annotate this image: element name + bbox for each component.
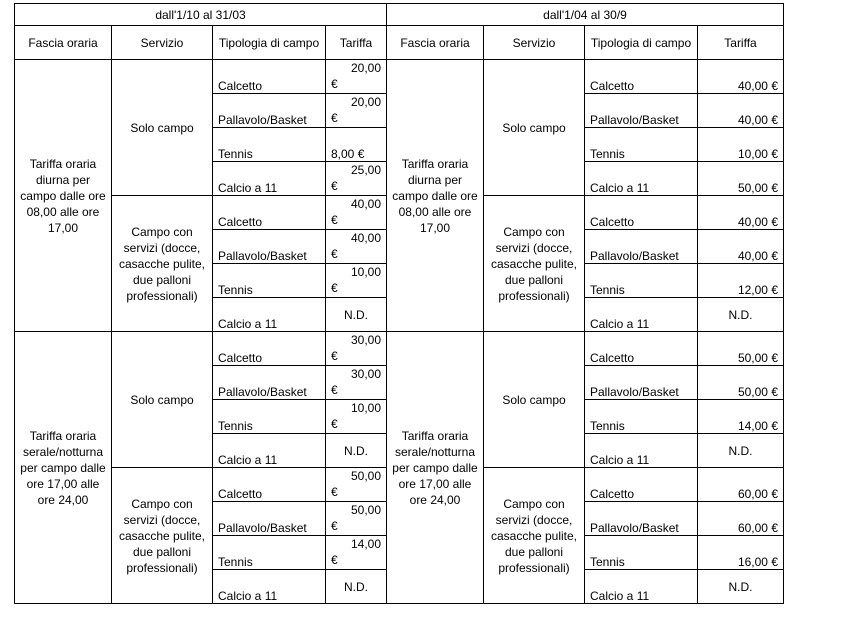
tariffa-summer-value: 16,00 €: [698, 536, 784, 570]
tipologia-campo-winter: Tennis: [213, 536, 326, 570]
tipologia-campo-winter: Calcetto: [213, 468, 326, 502]
fascia-oraria-winter: Tariffa oraria diurna per campo dalle ore 08,00 alle ore 17,00: [15, 60, 112, 332]
servizio-summer: Solo campo: [484, 60, 585, 196]
tariffa-summer-value: 10,00 €: [698, 128, 784, 162]
table-row: [15, 60, 784, 94]
tariffa-summer-value: 14,00 €: [698, 400, 784, 434]
tariffa-summer-value: N.D.: [698, 434, 784, 468]
tariffa-summer-value: 40,00 €: [698, 94, 784, 128]
tariffa-winter-value: [326, 502, 387, 536]
tariffa-summer-value: N.D.: [698, 298, 784, 332]
tariffa-winter-value: [326, 536, 387, 570]
tariffa-winter-value: N.D.: [326, 298, 387, 332]
tipologia-campo-winter: Tennis: [213, 128, 326, 162]
header-servizio-winter: Servizio: [112, 26, 213, 60]
tariffa-winter-value: [326, 162, 387, 196]
tariffa-amount: 14,00: [350, 537, 381, 551]
column-header-row: [15, 26, 784, 60]
tipologia-campo-summer: Tennis: [585, 400, 698, 434]
tariffa-amount: 30,00: [350, 367, 381, 381]
tipologia-campo-summer: Calcio a 11: [585, 162, 698, 196]
euro-sign: €: [331, 553, 338, 567]
header-servizio-summer: Servizio: [484, 26, 585, 60]
tariffa-amount: 25,00: [350, 163, 381, 177]
tariffa-summer-value: 40,00 €: [698, 196, 784, 230]
tariffa-summer-value: 50,00 €: [698, 332, 784, 366]
tipologia-campo-summer: Pallavolo/Basket: [585, 230, 698, 264]
header-tariffa-summer: Tariffa: [698, 26, 784, 60]
tipologia-campo-winter: Calcetto: [213, 60, 326, 94]
tipologia-campo-summer: Calcio a 11: [585, 298, 698, 332]
header-tipologia-winter: Tipologia di campo: [213, 26, 326, 60]
tipologia-campo-winter: Tennis: [213, 400, 326, 434]
fascia-oraria-winter: Tariffa oraria serale/notturna per campo dalle ore 17,00 alle ore 24,00: [15, 332, 112, 604]
tipologia-campo-summer: Calcetto: [585, 60, 698, 94]
tipologia-campo-winter: Calcetto: [213, 332, 326, 366]
tariffa-summer-value: 40,00 €: [698, 60, 784, 94]
tipologia-campo-winter: Pallavolo/Basket: [213, 502, 326, 536]
tariffa-amount: 40,00: [350, 197, 381, 211]
header-fascia-winter: Fascia oraria: [15, 26, 112, 60]
tipologia-campo-summer: Pallavolo/Basket: [585, 502, 698, 536]
tariffa-winter-value: 8,00 €: [326, 128, 387, 162]
euro-sign: €: [331, 519, 338, 533]
tariffa-amount: 40,00: [350, 231, 381, 245]
tariffa-summer-value: 40,00 €: [698, 230, 784, 264]
period-header-winter: dall'1/10 al 31/03: [15, 4, 387, 26]
tariffa-winter-value: [326, 60, 387, 94]
tipologia-campo-winter: Pallavolo/Basket: [213, 230, 326, 264]
tariffa-amount: 30,00: [350, 333, 381, 347]
tipologia-campo-winter: Calcio a 11: [213, 162, 326, 196]
tariffa-amount: 50,00: [350, 503, 381, 517]
euro-sign: €: [331, 111, 338, 125]
tariffa-winter-value: N.D.: [326, 434, 387, 468]
tipologia-campo-summer: Calcetto: [585, 468, 698, 502]
euro-sign: €: [331, 213, 338, 227]
tariffa-summer-value: 50,00 €: [698, 162, 784, 196]
header-tariffa-winter: Tariffa: [326, 26, 387, 60]
tariffa-winter-value: [326, 230, 387, 264]
tipologia-campo-winter: Calcio a 11: [213, 570, 326, 604]
euro-sign: €: [331, 179, 338, 193]
servizio-summer: Campo con servizi (docce, casacche pulite, due palloni professionali): [484, 196, 585, 332]
euro-sign: €: [331, 281, 338, 295]
period-header-row: [15, 4, 784, 26]
tipologia-campo-summer: Tennis: [585, 128, 698, 162]
tipologia-campo-winter: Pallavolo/Basket: [213, 94, 326, 128]
euro-sign: €: [331, 383, 338, 397]
tipologia-campo-winter: Tennis: [213, 264, 326, 298]
tariffa-summer-value: 50,00 €: [698, 366, 784, 400]
tariffe-table: [14, 3, 784, 604]
tariffa-winter-value: [326, 400, 387, 434]
tipologia-campo-winter: Calcetto: [213, 196, 326, 230]
tariffa-amount: 10,00: [350, 401, 381, 415]
euro-sign: €: [331, 417, 338, 431]
tariffa-amount: 20,00: [350, 61, 381, 75]
tariffa-summer-value: 60,00 €: [698, 468, 784, 502]
tariffa-summer-value: 60,00 €: [698, 502, 784, 536]
tariffe-document: [14, 3, 784, 604]
tariffa-winter-value: [326, 332, 387, 366]
tariffa-amount: 50,00: [350, 469, 381, 483]
euro-sign: €: [331, 349, 338, 363]
euro-sign: €: [331, 77, 338, 91]
servizio-summer: Solo campo: [484, 332, 585, 468]
tipologia-campo-winter: Calcio a 11: [213, 298, 326, 332]
euro-sign: €: [331, 247, 338, 261]
tipologia-campo-summer: Calcetto: [585, 196, 698, 230]
tipologia-campo-summer: Tennis: [585, 264, 698, 298]
tipologia-campo-summer: Pallavolo/Basket: [585, 94, 698, 128]
tariffa-amount: 20,00: [350, 95, 381, 109]
tipologia-campo-summer: Calcio a 11: [585, 434, 698, 468]
tariffa-winter-value: [326, 196, 387, 230]
servizio-summer: Campo con servizi (docce, casacche pulite, due palloni professionali): [484, 468, 585, 604]
tariffa-amount: 10,00: [350, 265, 381, 279]
header-fascia-summer: Fascia oraria: [387, 26, 484, 60]
tariffa-winter-value: [326, 468, 387, 502]
servizio-winter: Solo campo: [112, 332, 213, 468]
servizio-winter: Campo con servizi (docce, casacche pulite, due palloni professionali): [112, 196, 213, 332]
header-tipologia-summer: Tipologia di campo: [585, 26, 698, 60]
servizio-winter: Campo con servizi (docce, casacche pulite, due palloni professionali): [112, 468, 213, 604]
table-row: [15, 332, 784, 366]
tariffa-summer-value: N.D.: [698, 570, 784, 604]
tariffa-summer-value: 12,00 €: [698, 264, 784, 298]
tipologia-campo-summer: Calcio a 11: [585, 570, 698, 604]
period-header-summer: dall'1/04 al 30/9: [387, 4, 784, 26]
tariffa-winter-value: [326, 94, 387, 128]
servizio-winter: Solo campo: [112, 60, 213, 196]
fascia-oraria-summer: Tariffa oraria diurna per campo dalle ore 08,00 alle ore 17,00: [387, 60, 484, 332]
tipologia-campo-winter: Pallavolo/Basket: [213, 366, 326, 400]
tariffa-winter-value: N.D.: [326, 570, 387, 604]
tariffa-winter-value: [326, 366, 387, 400]
tariffa-winter-value: [326, 264, 387, 298]
tipologia-campo-summer: Calcetto: [585, 332, 698, 366]
tipologia-campo-winter: Calcio a 11: [213, 434, 326, 468]
tipologia-campo-summer: Tennis: [585, 536, 698, 570]
euro-sign: €: [331, 485, 338, 499]
fascia-oraria-summer: Tariffa oraria serale/notturna per campo dalle ore 17,00 alle ore 24,00: [387, 332, 484, 604]
tipologia-campo-summer: Pallavolo/Basket: [585, 366, 698, 400]
